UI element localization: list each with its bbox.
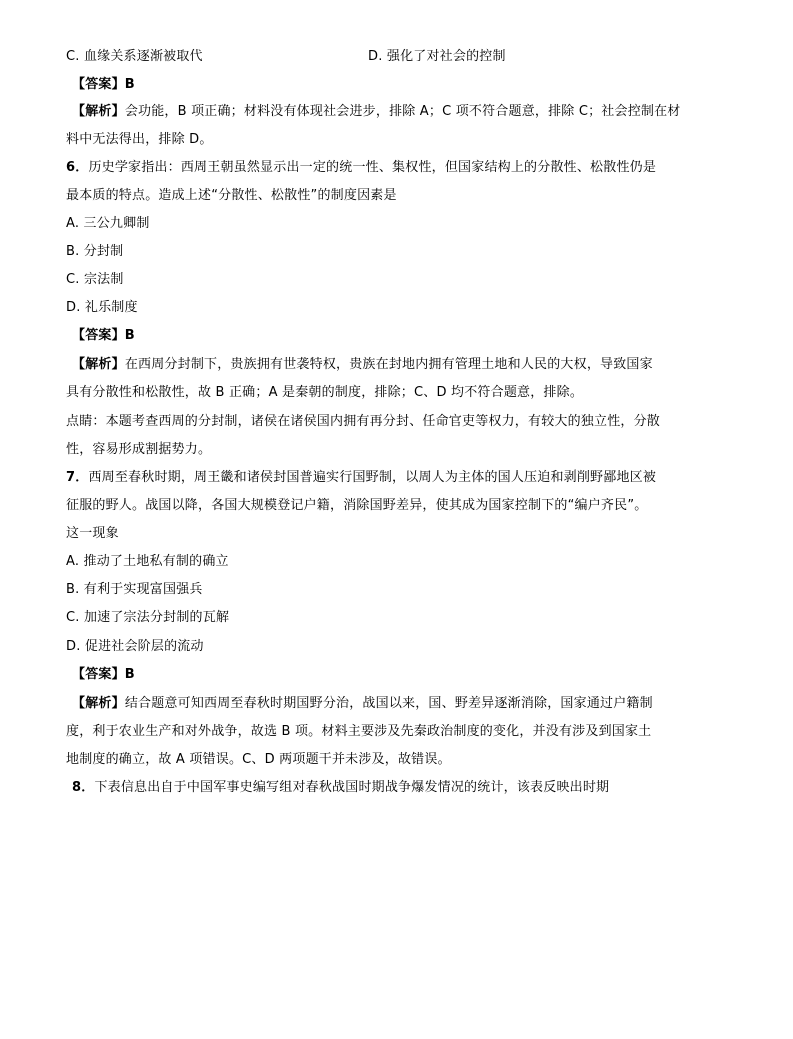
q7-stem-line-3: 这一现象 xyxy=(66,526,119,541)
q6-answer: 【答案】B xyxy=(72,328,135,343)
q8-stem-line-1 xyxy=(72,778,609,798)
q7-stem-line-1 xyxy=(66,468,656,488)
q6-option-d: D. 礼乐制度 xyxy=(66,300,138,315)
q7-analysis-line-1 xyxy=(72,694,653,714)
q5-answer: 【答案】B xyxy=(72,77,135,92)
q5-analysis-line-1 xyxy=(72,102,681,122)
q7-option-a: A. 推动了土地私有制的确立 xyxy=(66,554,229,569)
q6-analysis-tag: 【解析】 xyxy=(72,357,125,372)
q7-analysis-line-3: 地制度的确立，故 A 项错误。C、D 两项题干并未涉及，故错误。 xyxy=(66,752,451,767)
q6-stem-text-1: 历史学家指出：西周王朝虽然显示出一定的统一性、集权性，但国家结构上的分散性、松散性仍是 xyxy=(88,160,657,175)
q6-analysis-line-2: 具有分散性和松散性，故 B 正确；A 是秦朝的制度，排除；C、D 均不符合题意，排除。 xyxy=(66,385,584,400)
q6-number: 6． xyxy=(66,160,89,175)
q7-number: 7． xyxy=(66,470,89,485)
q7-option-b: B. 有利于实现富国强兵 xyxy=(66,582,203,597)
q7-analysis-text-1: 结合题意可知西周至春秋时期国野分治，战国以来，国、野差异逐渐消除，国家通过户籍制 xyxy=(124,696,653,711)
q6-option-a: A. 三公九卿制 xyxy=(66,216,150,231)
q6-analysis-text-1: 在西周分封制下，贵族拥有世袭特权，贵族在封地内拥有管理土地和人民的大权，导致国家 xyxy=(124,357,653,372)
q7-stem-text-1: 西周至春秋时期，周王畿和诸侯封国普遍实行国野制，以周人为主体的国人压迫和剥削野鄙地区被 xyxy=(88,470,657,485)
q6-stem-line-2: 最本质的特点。造成上述“分散性、松散性”的制度因素是 xyxy=(66,188,397,203)
q6-option-b: B. 分封制 xyxy=(66,244,124,259)
q7-stem-line-2: 征服的野人。战国以降，各国大规模登记户籍，消除国野差异，使其成为国家控制下的“编户齐民”。 xyxy=(66,498,648,513)
q6-note-line-1: 点睛：本题考查西周的分封制，诸侯在诸侯国内拥有再分封、任命官吏等权力，有较大的独立性，分散 xyxy=(66,414,661,429)
q6-option-c: C. 宗法制 xyxy=(66,272,124,287)
q7-analysis-tag: 【解析】 xyxy=(72,696,125,711)
q8-number: 8． xyxy=(72,780,95,795)
q6-stem-line-1 xyxy=(66,158,656,178)
q5-analysis-text-1: 会功能，B 项正确；材料没有体现社会进步，排除 A；C 项不符合题意，排除 C；社会控制在材 xyxy=(124,104,681,119)
q7-option-d: D. 促进社会阶层的流动 xyxy=(66,639,204,654)
q5-analysis-line-2: 料中无法得出，排除 D。 xyxy=(66,132,213,147)
q8-stem-text-1: 下表信息出自于中国军事史编写组对春秋战国时期战争爆发情况的统计，该表反映出时期 xyxy=(94,780,610,795)
q7-option-c: C. 加速了宗法分封制的瓦解 xyxy=(66,610,230,625)
q7-analysis-line-2: 度，利于农业生产和对外战争，故选 B 项。材料主要涉及先秦政治制度的变化，并没有涉及到国家土 xyxy=(66,724,652,739)
q6-note-line-2: 性，容易形成割据势力。 xyxy=(66,442,212,457)
q5-option-d: D. 强化了对社会的控制 xyxy=(368,49,506,64)
q5-option-c: C. 血缘关系逐渐被取代 xyxy=(66,49,203,64)
q5-analysis-tag: 【解析】 xyxy=(72,104,125,119)
q6-analysis-line-1 xyxy=(72,355,653,375)
q7-answer: 【答案】B xyxy=(72,667,135,682)
